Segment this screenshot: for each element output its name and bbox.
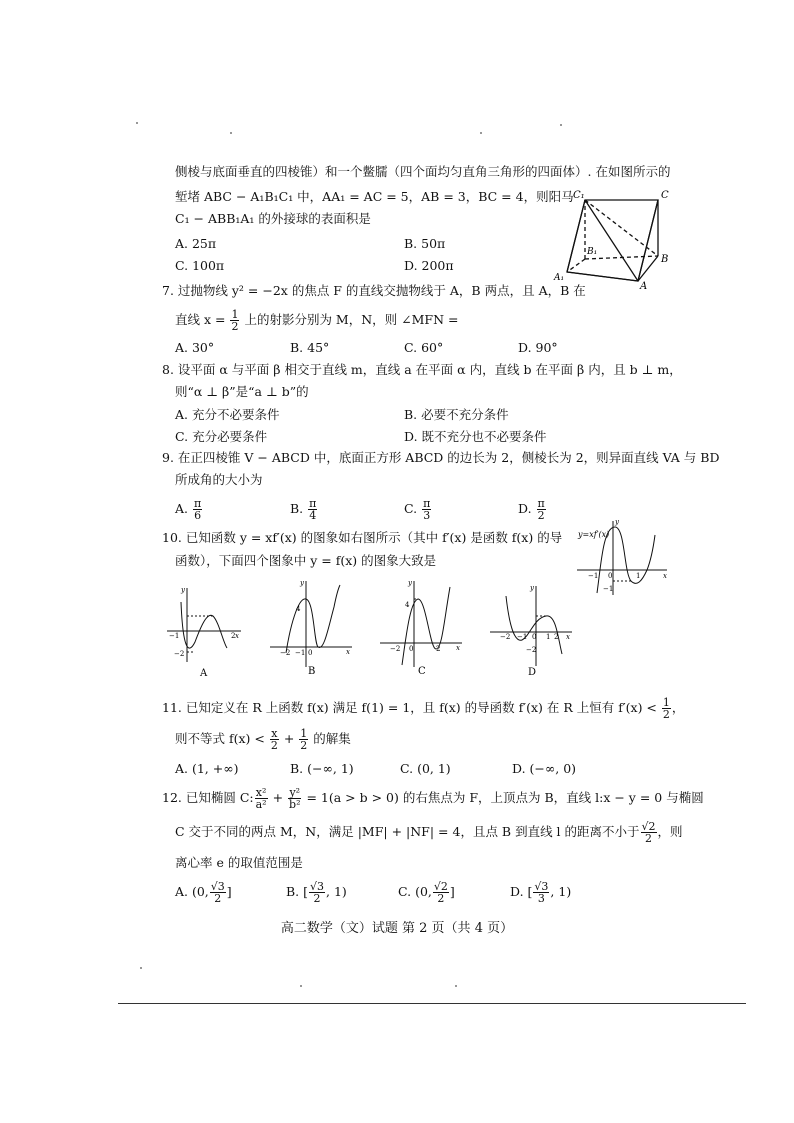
q9-b-frac: [308, 498, 317, 521]
q11-plus: +: [283, 731, 295, 746]
tick-neg2: −2: [390, 645, 401, 653]
tick-1: 1: [636, 572, 641, 580]
q7-text-line2: [175, 306, 458, 334]
q9-a-frac: [193, 498, 202, 521]
axis-y: y: [615, 518, 619, 526]
q11-option-a: A. (1, +∞): [175, 761, 239, 776]
option-graph-d: [488, 582, 578, 677]
q12-d-frac: [533, 881, 549, 904]
q12-option-c: [398, 878, 455, 906]
page-footer: 高二数学（文）试题 第 2 页（共 4 页）: [280, 921, 514, 936]
q12-option-b: [286, 878, 347, 906]
q9-d-label: D.: [518, 501, 532, 516]
scan-speck: [136, 122, 138, 124]
frac-num: π: [194, 497, 202, 510]
q12-b-post: , 1): [326, 884, 347, 899]
frac-num: x: [271, 727, 278, 740]
q7-option-c: C. 60°: [404, 340, 444, 355]
q12-c-frac: [433, 881, 449, 904]
frac-den: 2: [300, 739, 308, 752]
q12-d-post: , 1): [550, 884, 572, 899]
q12-line1-post: = 1(a > b > 0) 的右焦点为 F，上顶点为 B，直线 l:x − y = 0 与椭圆: [306, 790, 704, 805]
frac-num: √3: [534, 880, 549, 893]
q11-text-line1: [162, 693, 684, 723]
letter-a: A: [200, 668, 208, 679]
q12-b-pre: B. [: [286, 884, 309, 899]
q12-option-a: [175, 878, 232, 906]
frac-den: 2: [313, 892, 321, 905]
q6-option-a: A. 25π: [175, 236, 217, 251]
q9-option-c: [404, 498, 432, 521]
axis-y: y: [408, 579, 412, 587]
q11-line1-pre: 11. 已知定义在 R 上函数 f(x) 满足 f(1) = 1，且 f(x) 的导函数 f′(x) 在 R 上恒有 f′(x) <: [162, 700, 657, 715]
q9-d-frac: [537, 498, 546, 521]
frac-num: π: [537, 497, 545, 510]
q12-line2-post: ，则: [657, 824, 683, 839]
q11-frac3: [299, 728, 308, 751]
q12-text-line3: 离心率 e 的取值范围是: [175, 855, 303, 870]
tick-2: 2: [436, 645, 441, 653]
q11-line2-pre: 则不等式 f(x) <: [175, 731, 265, 746]
tick-0: 0: [308, 649, 313, 657]
option-graph-b: [268, 577, 358, 677]
q11-option-c: C. (0, 1): [400, 761, 451, 776]
scan-speck: [455, 985, 457, 987]
frac-den: 3: [423, 509, 431, 522]
q12-d-pre: D. [: [510, 884, 533, 899]
tick-neg2: −2: [500, 633, 511, 641]
q7-fraction: [230, 309, 239, 332]
q8-option-b: B. 必要不充分条件: [404, 407, 509, 422]
frac-den: 2: [214, 892, 222, 905]
tick-4: 4: [405, 601, 410, 609]
q11-frac2: [270, 728, 279, 751]
axis-y: y: [530, 584, 534, 592]
frac-num: 1: [231, 308, 239, 321]
axis-x: x: [456, 644, 460, 652]
scan-speck: [140, 967, 142, 969]
tick-0: 0: [608, 572, 613, 580]
q12-c-post: ]: [449, 884, 455, 899]
q6-text-line3: C₁ − ABB₁A₁ 的外接球的表面积是: [175, 211, 371, 226]
tick-0: 0: [532, 633, 537, 641]
q12-frac-sqrt2: [641, 821, 657, 844]
q12-line1-pre: 12. 已知椭圆 C:: [162, 790, 254, 805]
frac-den: 2: [437, 892, 445, 905]
q12-option-d: [510, 878, 571, 906]
q9-text-line2: 所成角的大小为: [175, 472, 263, 487]
q11-frac1: [662, 697, 671, 720]
q12-frac-x: [255, 787, 268, 810]
q12-text-line1: [162, 783, 704, 813]
q8-option-d: D. 既不充分也不必要条件: [404, 429, 547, 444]
q12-frac-y: [288, 787, 301, 810]
frac-num: 1: [300, 727, 308, 740]
frac-den: 4: [309, 509, 317, 522]
frac-num: y²: [289, 786, 301, 799]
q7-option-d: D. 90°: [518, 340, 558, 355]
frac-den: 2: [537, 509, 545, 522]
q11-line1-post: ，: [671, 700, 685, 715]
q6-text-line1: 侧棱与底面垂直的四棱锥）和一个鳖臑（四个面均匀直角三角形的四面体）. 在如图所示的: [175, 164, 671, 179]
q7-text-pre: 直线 x =: [175, 312, 226, 327]
tick-neg2: −2: [280, 649, 291, 657]
frac-num: π: [423, 497, 431, 510]
frac-num: π: [309, 497, 317, 510]
frac-num: √3: [210, 880, 225, 893]
q12-a-frac: [210, 881, 226, 904]
frac-den: 2: [231, 320, 239, 333]
q8-text-line1: 8. 设平面 α 与平面 β 相交于直线 m，直线 a 在平面 α 内，直线 b 在平面 β 内，且 b ⊥ m，: [162, 362, 682, 377]
tick-neg1: −1: [169, 632, 180, 640]
q8-text-line2: 则“α ⊥ β”是“a ⊥ b”的: [175, 384, 309, 399]
axis-y: y: [181, 586, 185, 594]
q12-a-post: ]: [226, 884, 232, 899]
frac-den: b²: [289, 798, 301, 811]
tick-2: 2: [554, 633, 559, 641]
letter-b: B: [308, 666, 316, 677]
label-a1: A₁: [554, 273, 565, 283]
q12-c-pre: C. (0,: [398, 884, 432, 899]
q10-text-line2: 函数），下面四个图象中 y = f(x) 的图象大致是: [175, 553, 437, 568]
q6-text-line2: 堑堵 ABC − A₁B₁C₁ 中，AA₁ = AC = 5，AB = 3，BC = 4，则阳马: [175, 189, 574, 204]
scan-speck: [230, 132, 232, 134]
label-b: B: [661, 254, 669, 265]
bottom-rule: [118, 1003, 746, 1004]
tick-neg1: −1: [295, 649, 306, 657]
q9-option-a: [175, 498, 203, 521]
frac-num: √2: [641, 820, 656, 833]
frac-num: √3: [310, 880, 325, 893]
graph-label: y=xf′(x): [578, 530, 610, 539]
tick-2: 2: [231, 632, 236, 640]
frac-den: 6: [194, 509, 202, 522]
frac-num: √2: [433, 880, 448, 893]
label-a: A: [640, 281, 648, 292]
q7-option-b: B. 45°: [290, 340, 330, 355]
frac-den: 3: [537, 892, 545, 905]
axis-x: x: [346, 648, 350, 656]
axis-x: x: [235, 632, 239, 640]
q9-option-d: [518, 498, 547, 521]
option-graph-c: [378, 577, 468, 677]
q11-text-line2: [175, 724, 351, 754]
q7-option-a: A. 30°: [175, 340, 215, 355]
scan-speck: [300, 985, 302, 987]
q7-text-post: 上的射影分别为 M，N，则 ∠MFN =: [244, 312, 459, 327]
q12-plus: +: [272, 790, 284, 805]
q12-b-frac: [309, 881, 325, 904]
q11-option-b: B. (−∞, 1): [290, 761, 354, 776]
axis-x: x: [663, 572, 667, 580]
label-c1: C₁: [573, 190, 585, 201]
tick-0: 0: [409, 645, 414, 653]
frac-den: a²: [255, 798, 267, 811]
q7-text-line1: 7. 过抛物线 y² = −2x 的焦点 F 的直线交抛物线于 A，B 两点，且 A，B 在: [162, 283, 586, 298]
q11-line2-post: 的解集: [313, 731, 351, 746]
tick-neg1: −1: [517, 633, 528, 641]
frac-num: x²: [255, 786, 267, 799]
tick-4: 4: [296, 605, 301, 613]
frac-den: 2: [662, 708, 670, 721]
option-graph-a: [165, 582, 245, 677]
label-c: C: [661, 190, 669, 201]
q9-text-line1: 9. 在正四棱锥 V − ABCD 中，底面正方形 ABCD 的边长为 2，侧棱长为 2，则异面直线 VA 与 BD: [162, 450, 720, 465]
prism-figure: [545, 185, 675, 290]
axis-x: x: [566, 633, 570, 641]
q12-line2-pre: C 交于不同的两点 M，N，满足 |MF| + |NF| = 4，且点 B 到直线 l 的距离不小于: [175, 824, 640, 839]
letter-c: C: [418, 666, 426, 677]
frac-den: 2: [270, 739, 278, 752]
q6-option-c: C. 100π: [175, 258, 225, 273]
scan-speck: [560, 124, 562, 126]
q8-option-a: A. 充分不必要条件: [175, 407, 280, 422]
q8-option-c: C. 充分必要条件: [175, 429, 268, 444]
frac-num: 1: [662, 696, 670, 709]
label-b1: B₁: [587, 247, 598, 257]
frac-den: 2: [645, 832, 653, 845]
axis-y: y: [300, 579, 304, 587]
scan-speck: [480, 132, 482, 134]
xfprime-graph: [575, 515, 675, 600]
q6-option-d: D. 200π: [404, 258, 454, 273]
q9-c-frac: [422, 498, 431, 521]
q9-c-label: C.: [404, 501, 418, 516]
q9-a-label: A.: [175, 501, 189, 516]
tick-neg1: −1: [588, 572, 599, 580]
q12-a-pre: A. (0,: [175, 884, 209, 899]
q9-option-b: [290, 498, 318, 521]
q6-option-b: B. 50π: [404, 236, 446, 251]
tick-neg2: −2: [174, 650, 185, 658]
tick-y-neg1: −1: [603, 585, 614, 593]
tick-y-neg2: −2: [526, 646, 537, 654]
tick-1: 1: [546, 633, 551, 641]
q12-text-line2: [175, 817, 683, 847]
q10-text-line1: 10. 已知函数 y = xf′(x) 的图象如右图所示（其中 f′(x) 是函数 f(x) 的导: [162, 530, 563, 545]
q11-option-d: D. (−∞, 0): [512, 761, 577, 776]
letter-d: D: [528, 667, 537, 678]
q9-b-label: B.: [290, 501, 304, 516]
